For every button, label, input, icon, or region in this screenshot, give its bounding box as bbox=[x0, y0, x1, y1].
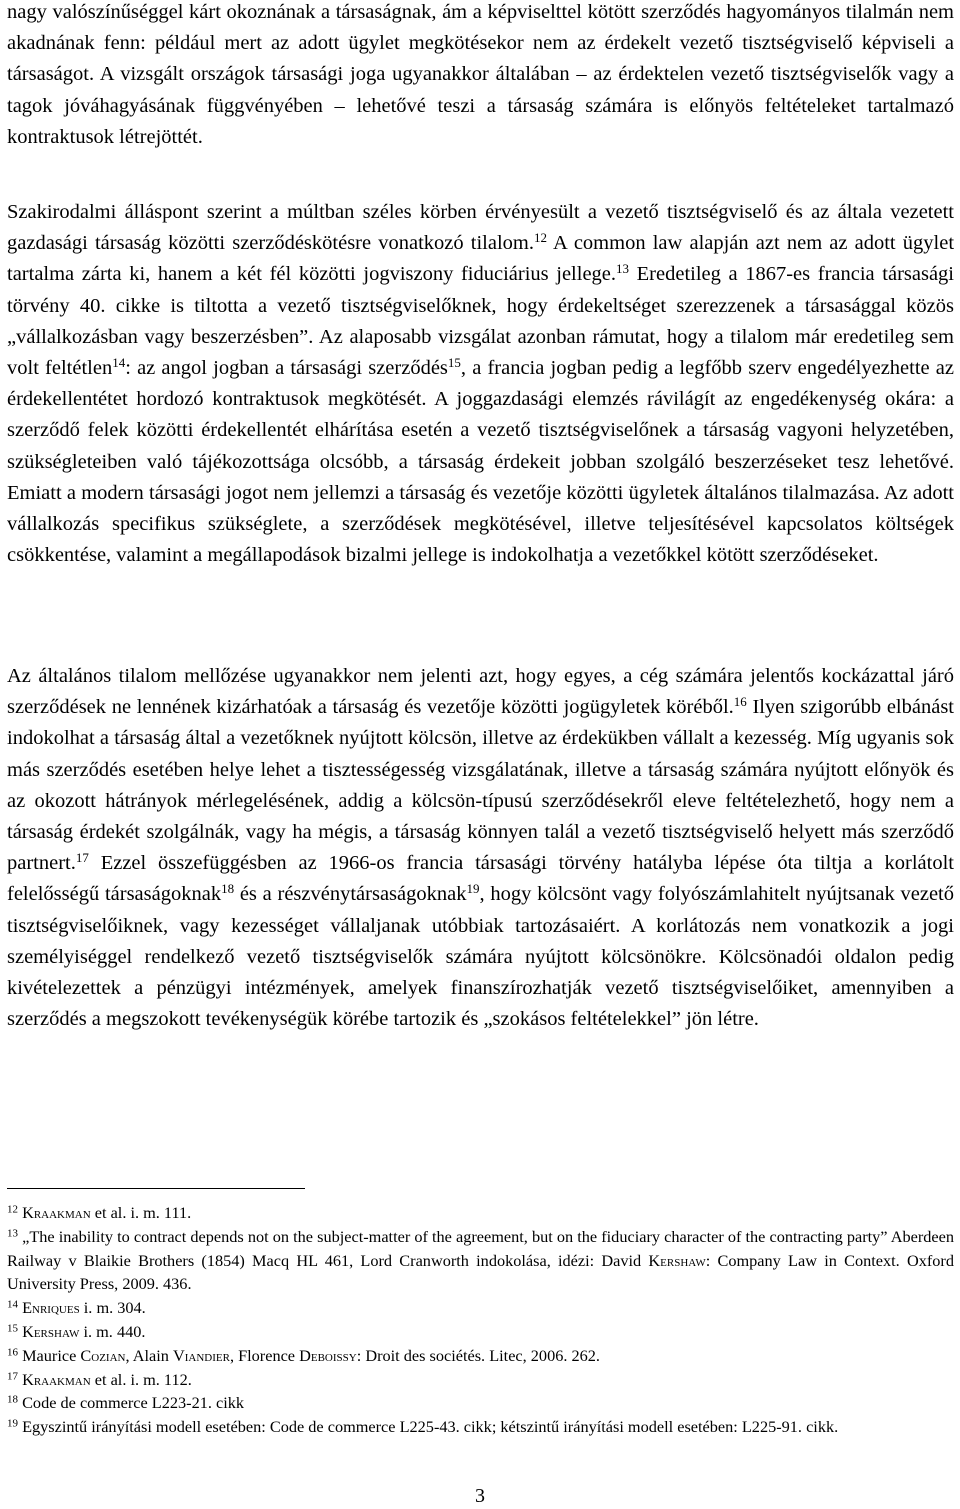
footnote-ref: 15 bbox=[447, 354, 461, 370]
author-name: Viandier bbox=[172, 1345, 230, 1365]
footnote: $^{18}$ Code de commerce L223-21. cikk bbox=[7, 1393, 245, 1413]
body-paragraph: nagy valószínűséggel kárt okoznának a társaságnak, ám a képviselttel kötött szerződés hagyományos tilalmán nem akadnának fenn: például mert az adott ügylet megkötésekor nem az érdekelt vezető tisztségviselő képviseli a társaságot. A vizsgált országok társasági joga ugyanakkor általában – az érdektelen vezető tisztségviselők vagy a tagok jóváhagyásának függvényében – lehetővé teszi a társaság számára is előnyös feltételeket tartalmazó kontraktusok létrejöttét. bbox=[7, 1, 954, 148]
footnote-ref: 13 bbox=[7, 1227, 18, 1240]
footnote-ref: 18 bbox=[221, 881, 235, 897]
author-name: Enriques bbox=[22, 1298, 80, 1318]
footnote-ref: 13 bbox=[616, 261, 630, 277]
author-name: Kraakman bbox=[22, 1203, 91, 1222]
author-name: Kraakman bbox=[22, 1369, 91, 1389]
footnote-ref: 15 bbox=[7, 1322, 18, 1335]
author-name: Kershaw bbox=[22, 1321, 80, 1341]
footnote: $^{19}$ Egyszintű irányítási modell esetében: Code de commerce L225-43. cikk; kétszintű irányítási modell esetében: L225-91. cikk. bbox=[7, 1417, 839, 1437]
footnote: $^{16}$ Maurice Cozian, Alain Viandier, Florence Deboissy: Droit des sociétés. Litec, 2006. 262. bbox=[7, 1345, 600, 1365]
footnote-ref: 16 bbox=[7, 1346, 18, 1359]
footnote: $^{14}$ Enriques i. m. 304. bbox=[7, 1298, 146, 1318]
footnote: $^{17}$ Kraakman et al. i. m. 112. bbox=[7, 1369, 192, 1389]
footnote: $^{12}$ Kraakman et al. i. m. 111. bbox=[7, 1203, 192, 1222]
body-paragraph: Az általános tilalom mellőzése ugyanakkor nem jelenti azt, hogy egyes, a cég számára jelentős kockázattal járó szerződések ne lennének kizárhatóak a társaság és vezetője közötti jogügyletek köréből.$^{16}$ Ilyen szigorúbb elbánást indokolhat a társaság által a vezetőknek nyújtott kölcsön, illetve az érdekükben vállalt a kezesség. Míg ugyanis sok más szerződés esetében helye lehet a tisztességesség vizsgálatának, illetve a társaság számára nyújtott előnyök és az okozott hátrányok mérlegelésének, addig a kölcsön-típusú szerződésekről eleve feltételezhető, hogy nem a társaság érdekét szolgálnák, vagy ha mégis, a társaság könnyen talál a vezető tisztségviselő helyett más szerződő partnert.$^{17}$ Ezzel összefüggésben az 1966-os francia társasági törvény hatályba lépése óta tiltja a korlátolt felelősségű társaságoknak$^{18}$ és a részvénytársaságoknak$^{19}$, hogy kölcsönt vagy folyószámlahitelt nyújtsanak vezető tisztségviselőiknek, vagy kezességet vállaljanak utóbbiak tartozásaiért. A korlátozás nem vonatkozik a jogi személyiséggel rendelkező vezető tisztségviselők számára nyújtott kölcsönökre. Kölcsönadói oldalon pedig kivételezettek a pénzügyi intézmények, amelyek finanszírozhatják vezető tisztségviselőiket, amennyiben a szerződés a megszokott tevékenységük körébe tartozik és „szokásos feltételekkel” jön létre. bbox=[7, 665, 955, 1031]
author-name: Cozian bbox=[80, 1345, 126, 1365]
footnote-separator bbox=[7, 1188, 305, 1189]
footnote-ref: 17 bbox=[7, 1370, 18, 1383]
footnote-ref: 19 bbox=[7, 1417, 18, 1430]
page-number: 3 bbox=[475, 1485, 485, 1507]
footnote-ref: 18 bbox=[7, 1393, 18, 1406]
footnotes-section bbox=[7, 1201, 954, 1439]
author-name: Deboissy bbox=[299, 1345, 357, 1365]
body-paragraph: Szakirodalmi álláspont szerint a múltban széles körben érvényesült a vezető tisztségviselő és az általa vezetett gazdasági társaság közötti szerződéskötésre vonatkozó tilalom.$^{12}$ A common law alapján azt nem az adott ügylet tartalma zárta ki, hanem a két fél közötti jogviszony fiduciárius jellege.$^{13}$ Eredetileg a 1867-es francia társasági törvény 40. cikke is tiltotta a vezető tisztségviselőknek, hogy érdekeltséget szerezzenek a társasággal közös „vállalkozásban vagy beszerzésben”. Az alaposabb vizsgálat azonban rámutat, hogy a tilalom már eredetileg sem volt feltétlen$^{14}$: az angol jogban a társasági szerződés$^{15}$, a francia jogban pedig a legfőbb szerv engedélyezhette az érdekellentétet hordozó kontraktusok megkötését. A joggazdasági elemzés rávilágít az engedékenység okára: a szerződő felek közötti érdekellentét elhárítása esetén a vezető tisztségviselőnek a társaság vagyoni helyzetében, szükségleteiben való tájékozottsága olcsóbb, a társaság érdekeit jobban szolgáló beszerzéseket tesz lehetővé. Emiatt a modern társasági jogot nem jellemzi a társaság és vezetője közötti ügyletek általános tilalmazása. Az adott vállalkozás specifikus szükséglete, a szerződések megkötésével, illetve teljesítésével kapcsolatos költségek csökkentése, valamint a megállapodások bizalmi jellege is indokolhatja a vezetőkkel kötött szerződéseket. bbox=[7, 201, 955, 567]
footnote-ref: 14 bbox=[7, 1298, 18, 1311]
footnote-ref: 19 bbox=[466, 881, 480, 897]
author-name: Kershaw bbox=[648, 1250, 706, 1270]
footnote-ref: 17 bbox=[75, 850, 89, 866]
footnote-ref: 14 bbox=[112, 354, 126, 370]
footnote-ref: 12 bbox=[534, 230, 547, 246]
footnote: $^{15}$ Kershaw i. m. 440. bbox=[7, 1321, 146, 1341]
footnote-ref: 12 bbox=[7, 1203, 18, 1216]
footnote-ref: 16 bbox=[733, 694, 747, 710]
footnote: $^{13}$ „The inability to contract depends not on the subject-matter of the agreement, but on the fiduciary character of the contracting party” Aberdeen Railway v Blaikie Brothers (1854) Macq HL 461, Lord Cranworth indokolása, idézi: David Kershaw: Company Law in Context. Oxford University Press, 2009. 436. bbox=[7, 1226, 954, 1294]
